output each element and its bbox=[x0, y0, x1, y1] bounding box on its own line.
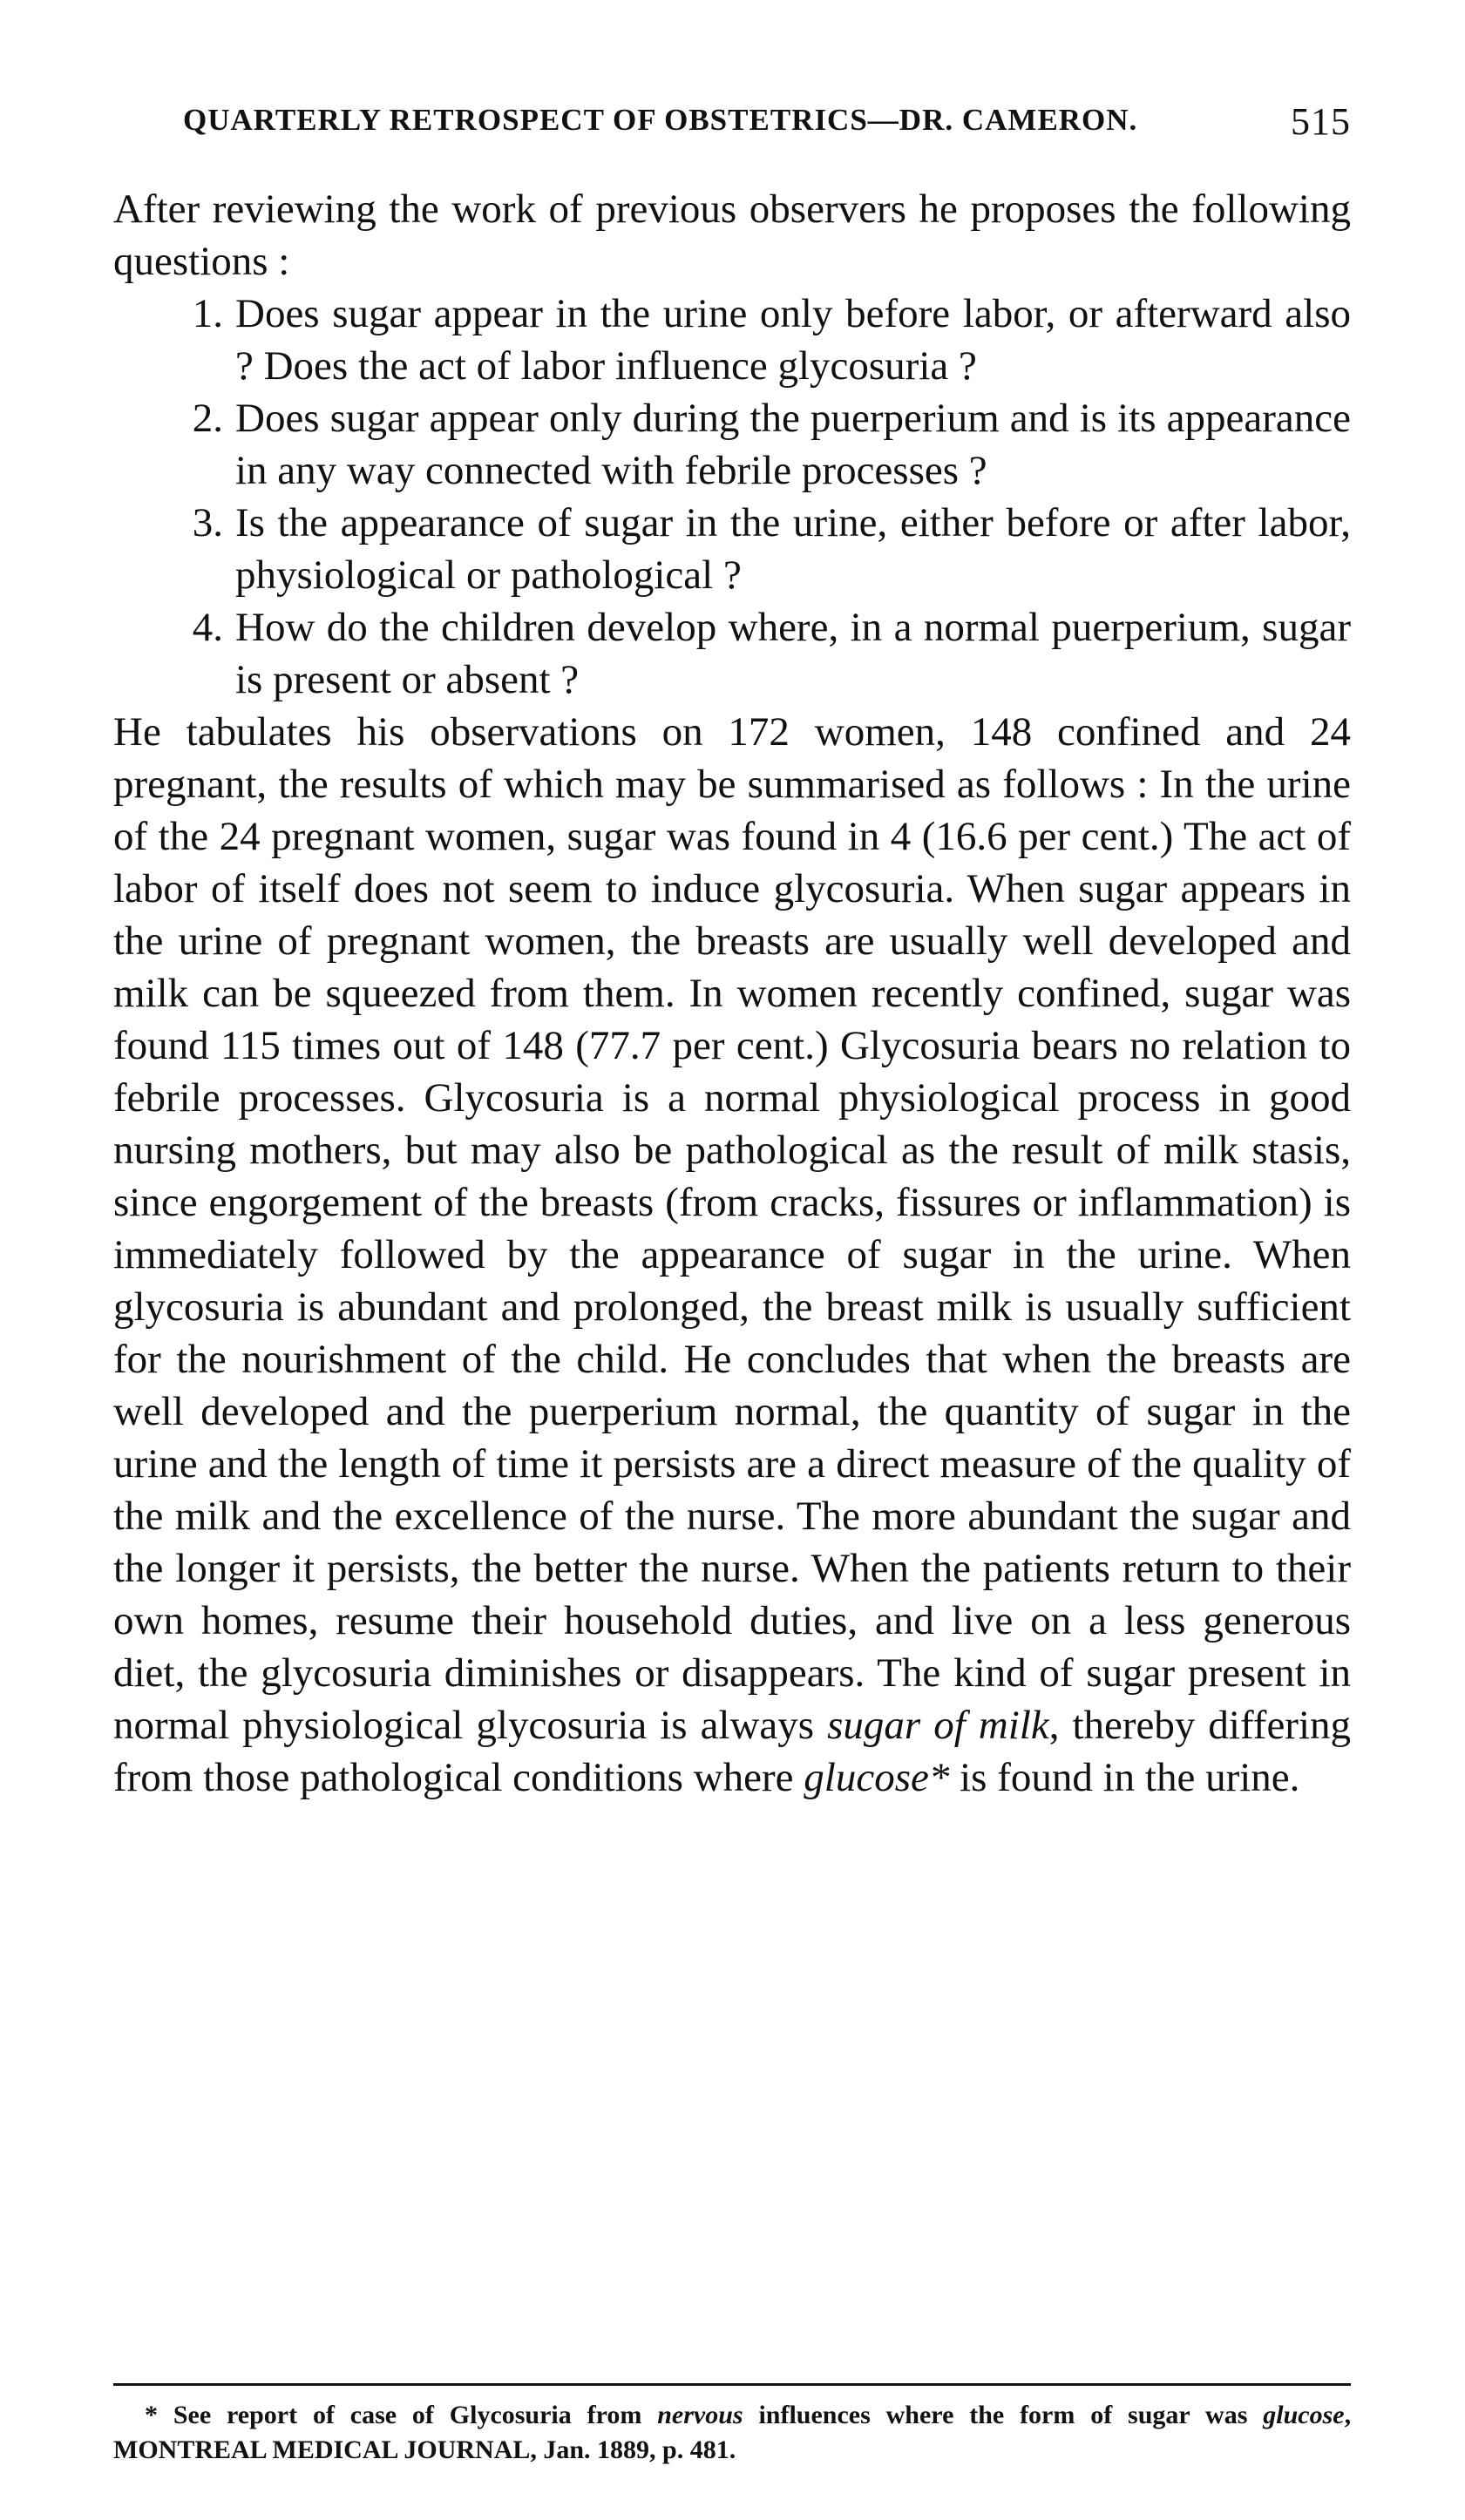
question-text: Does sugar appear in the urine only before labor, or afterward also ? Does the act of labor influence glycosuria ? bbox=[235, 291, 1351, 389]
intro-paragraph: After reviewing the work of previous observers he proposes the following questions : bbox=[113, 186, 1351, 284]
running-title: QUARTERLY RETROSPECT OF OBSTETRICS—DR. CAMERON. bbox=[183, 103, 1138, 137]
main-paragraph bbox=[113, 706, 1351, 1804]
question-number: 1. bbox=[192, 291, 223, 336]
body-text bbox=[113, 183, 1351, 1804]
footnote-italic-nervous: nervous bbox=[657, 2401, 743, 2429]
question-item bbox=[113, 288, 1351, 392]
question-number: 3. bbox=[192, 500, 223, 545]
main-italic-glucose: glucose* bbox=[804, 1755, 950, 1800]
running-header bbox=[183, 100, 1351, 155]
question-item bbox=[113, 497, 1351, 601]
main-text-part2: , thereby differing from those pathological conditions where bbox=[113, 1703, 1352, 1800]
footnote bbox=[113, 2398, 1351, 2468]
question-number: 4. bbox=[192, 605, 223, 650]
question-text: Does sugar appear only during the puerperium and is its appearance in any way connected with febrile processes ? bbox=[235, 396, 1351, 493]
main-text-part1: He tabulates his observations on 172 women, 148 confined and 24 pregnant, the results of which may be summarised as follows : In the urine of the 24 pregnant women, sugar was found in 4 (16.6 per cent.) The act of labor of itself does not seem to induce glycosuria. When sugar appears in the urine of pregnant women, the breasts are usually well developed and milk can be squeezed from them. In women recently confined, sugar was found 115 times out of 148 (77.7 per cent.) Glycosuria bears no relation to febrile processes. Glycosuria is a normal physiological process in good nursing mothers, but may also be pathological as the result of milk stasis, since engorgement of the breasts (from cracks, fissures or inflammation) is immediately followed by the appearance of sugar in the urine. When glycosuria is abundant and prolonged, the breast milk is usually sufficient for the nourishment of the child. He concludes that when the breasts are well developed and the puerperium normal, the quantity of sugar in the urine and the length of time it persists are a direct measure of the quality of the milk and the excellence of the nurse. The more abundant the sugar and the longer it persists, the better the nurse. When the patients return to their own homes, resume their household duties, and live on a less generous diet, the glycosuria diminishes or disappears. The kind of sugar present in normal physiological glycosuria is always bbox=[113, 709, 1351, 1748]
question-text: How do the children develop where, in a normal puerperium, sugar is present or absent ? bbox=[235, 605, 1351, 702]
footnote-text1: See report of case of Glycosuria from bbox=[173, 2401, 642, 2429]
question-item bbox=[113, 392, 1351, 497]
footnote-mark: * bbox=[145, 2401, 158, 2429]
question-list bbox=[113, 288, 1351, 706]
question-item bbox=[113, 601, 1351, 706]
footnote-divider bbox=[113, 2383, 1351, 2386]
footnote-text3: , MONTREAL MEDICAL JOURNAL, Jan. 1889, p. 481. bbox=[113, 2401, 1352, 2464]
footnote-text2: influences where the form of sugar was bbox=[758, 2401, 1248, 2429]
question-number: 2. bbox=[192, 396, 223, 441]
main-italic-sugar-of-milk: sugar of milk bbox=[827, 1703, 1049, 1748]
main-text-part3: is found in the urine. bbox=[960, 1755, 1300, 1800]
page-number: 515 bbox=[1291, 100, 1351, 143]
question-text: Is the appearance of sugar in the urine, either before or after labor, physiological or pathological ? bbox=[235, 500, 1351, 598]
footnote-italic-glucose: glucose bbox=[1263, 2401, 1345, 2429]
